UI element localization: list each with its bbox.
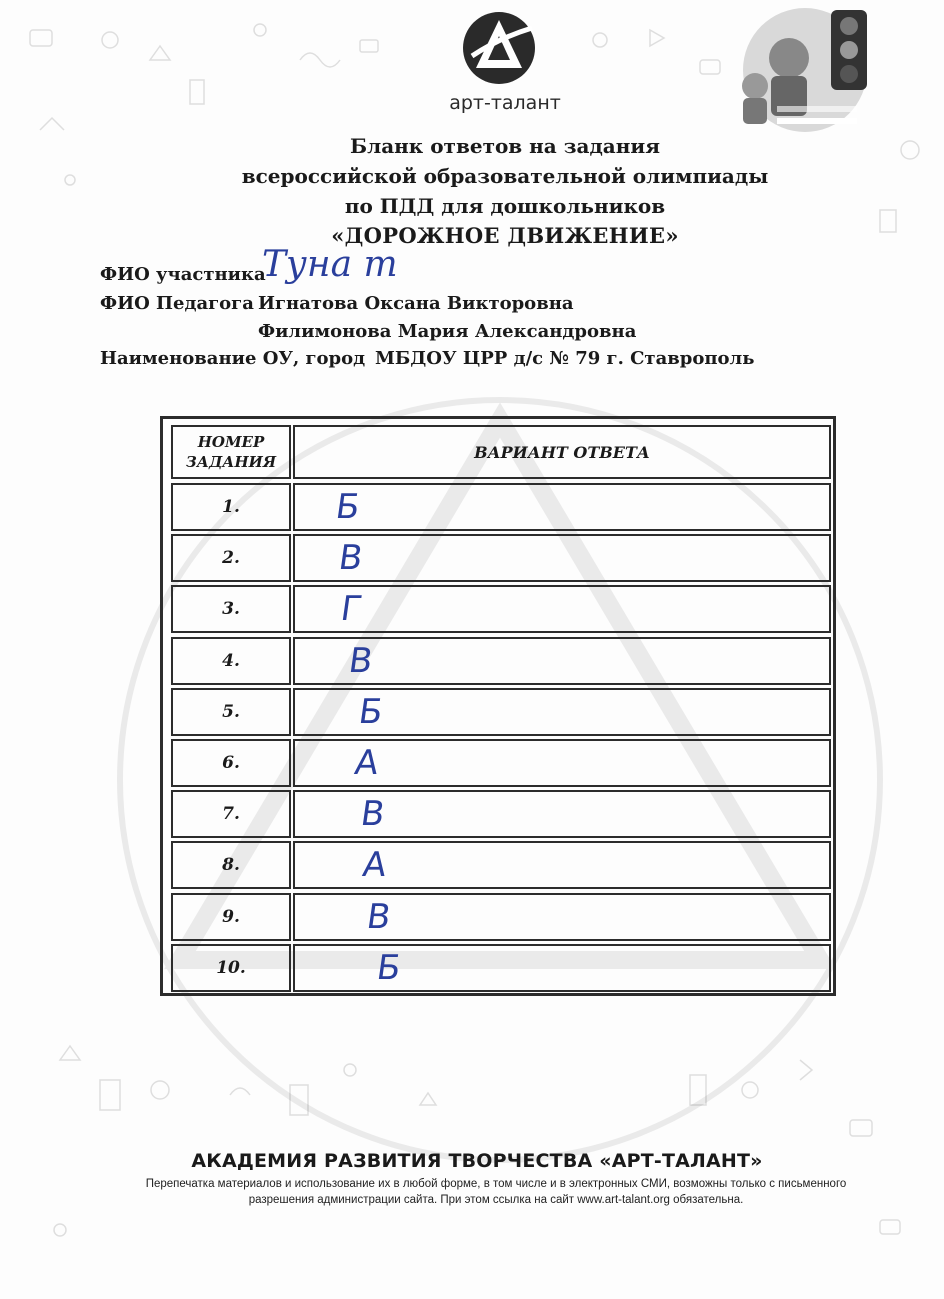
title-line-1: Бланк ответов на задания [350,134,660,158]
answer-cell[interactable] [293,585,831,633]
handwritten-answer: В [364,896,394,937]
task-number-cell: 2. [171,534,291,582]
handwritten-answer: А [352,743,382,783]
handwritten-answer: В [336,538,366,579]
answer-table [160,416,836,996]
answer-cell[interactable] [293,790,831,838]
brand-name: арт-талант [449,92,561,114]
footer-copyright [86,1176,906,1208]
task-number-cell: 5. [171,688,291,736]
handwritten-answer: Б [356,691,386,732]
title-line-4: «ДОРОЖНОЕ ДВИЖЕНИЕ» [331,223,679,248]
task-number-cell: 10. [171,944,291,992]
handwritten-answer: А [360,845,390,886]
task-number-cell: 3. [171,585,291,633]
answer-cell[interactable] [293,688,831,736]
handwritten-answer: В [358,794,388,835]
handwritten-answer: Б [333,487,363,527]
answer-cell[interactable] [293,841,831,889]
participant-name-handwritten: Туна т [262,244,398,285]
task-number-cell: 9. [171,893,291,941]
teacher-name-2: Филимонова Мария Александровна [258,321,637,342]
answer-cell[interactable] [293,893,831,941]
handwritten-answer: Б [374,947,404,988]
form-title [180,131,830,251]
handwritten-answer: Г [338,589,365,630]
participant-label: ФИО участника [100,264,266,285]
footer-title: АКАДЕМИЯ РАЗВИТИЯ ТВОРЧЕСТВА «АРТ-ТАЛАНТ» [191,1150,763,1172]
header-task-number [171,425,291,479]
answer-cell[interactable] [293,483,831,531]
title-line-3: по ПДД для дошкольников [344,194,666,218]
task-number-cell: 6. [171,739,291,787]
teacher-name-1: Игнатова Оксана Викторовна [258,293,574,314]
teacher-label: ФИО Педагога [100,293,254,314]
footer-line-2: разрешения администрации сайта. При этом ссылка на сайт www.art-talant.org обязательна. [248,1194,744,1206]
task-number-cell: 7. [171,790,291,838]
answer-cell[interactable] [293,739,831,787]
header-task-number-line-1: НОМЕР [197,433,265,451]
handwritten-answer: В [346,640,376,681]
school-name: МБДОУ ЦРР д/с № 79 г. Ставрополь [375,348,755,369]
task-number-cell: 1. [171,483,291,531]
footer-line-1: Перепечатка материалов и использование их в любой форме, в том числе и в электронных СМИ, возможны только с письменного [145,1178,847,1190]
title-line-2: всероссийской образовательной олимпиады [241,164,769,188]
header-answer-variant: ВАРИАНТ ОТВЕТА [293,425,831,479]
answer-cell[interactable] [293,534,831,582]
answer-cell[interactable] [293,637,831,685]
traffic-light-kids-illustration-icon [727,6,887,134]
header-task-number-line-2: ЗАДАНИЯ [185,453,277,471]
task-number-cell: 8. [171,841,291,889]
art-talant-logo-icon [452,8,547,88]
task-number-cell: 4. [171,637,291,685]
answer-cell[interactable] [293,944,831,992]
school-label: Наименование ОУ, город [100,348,366,369]
